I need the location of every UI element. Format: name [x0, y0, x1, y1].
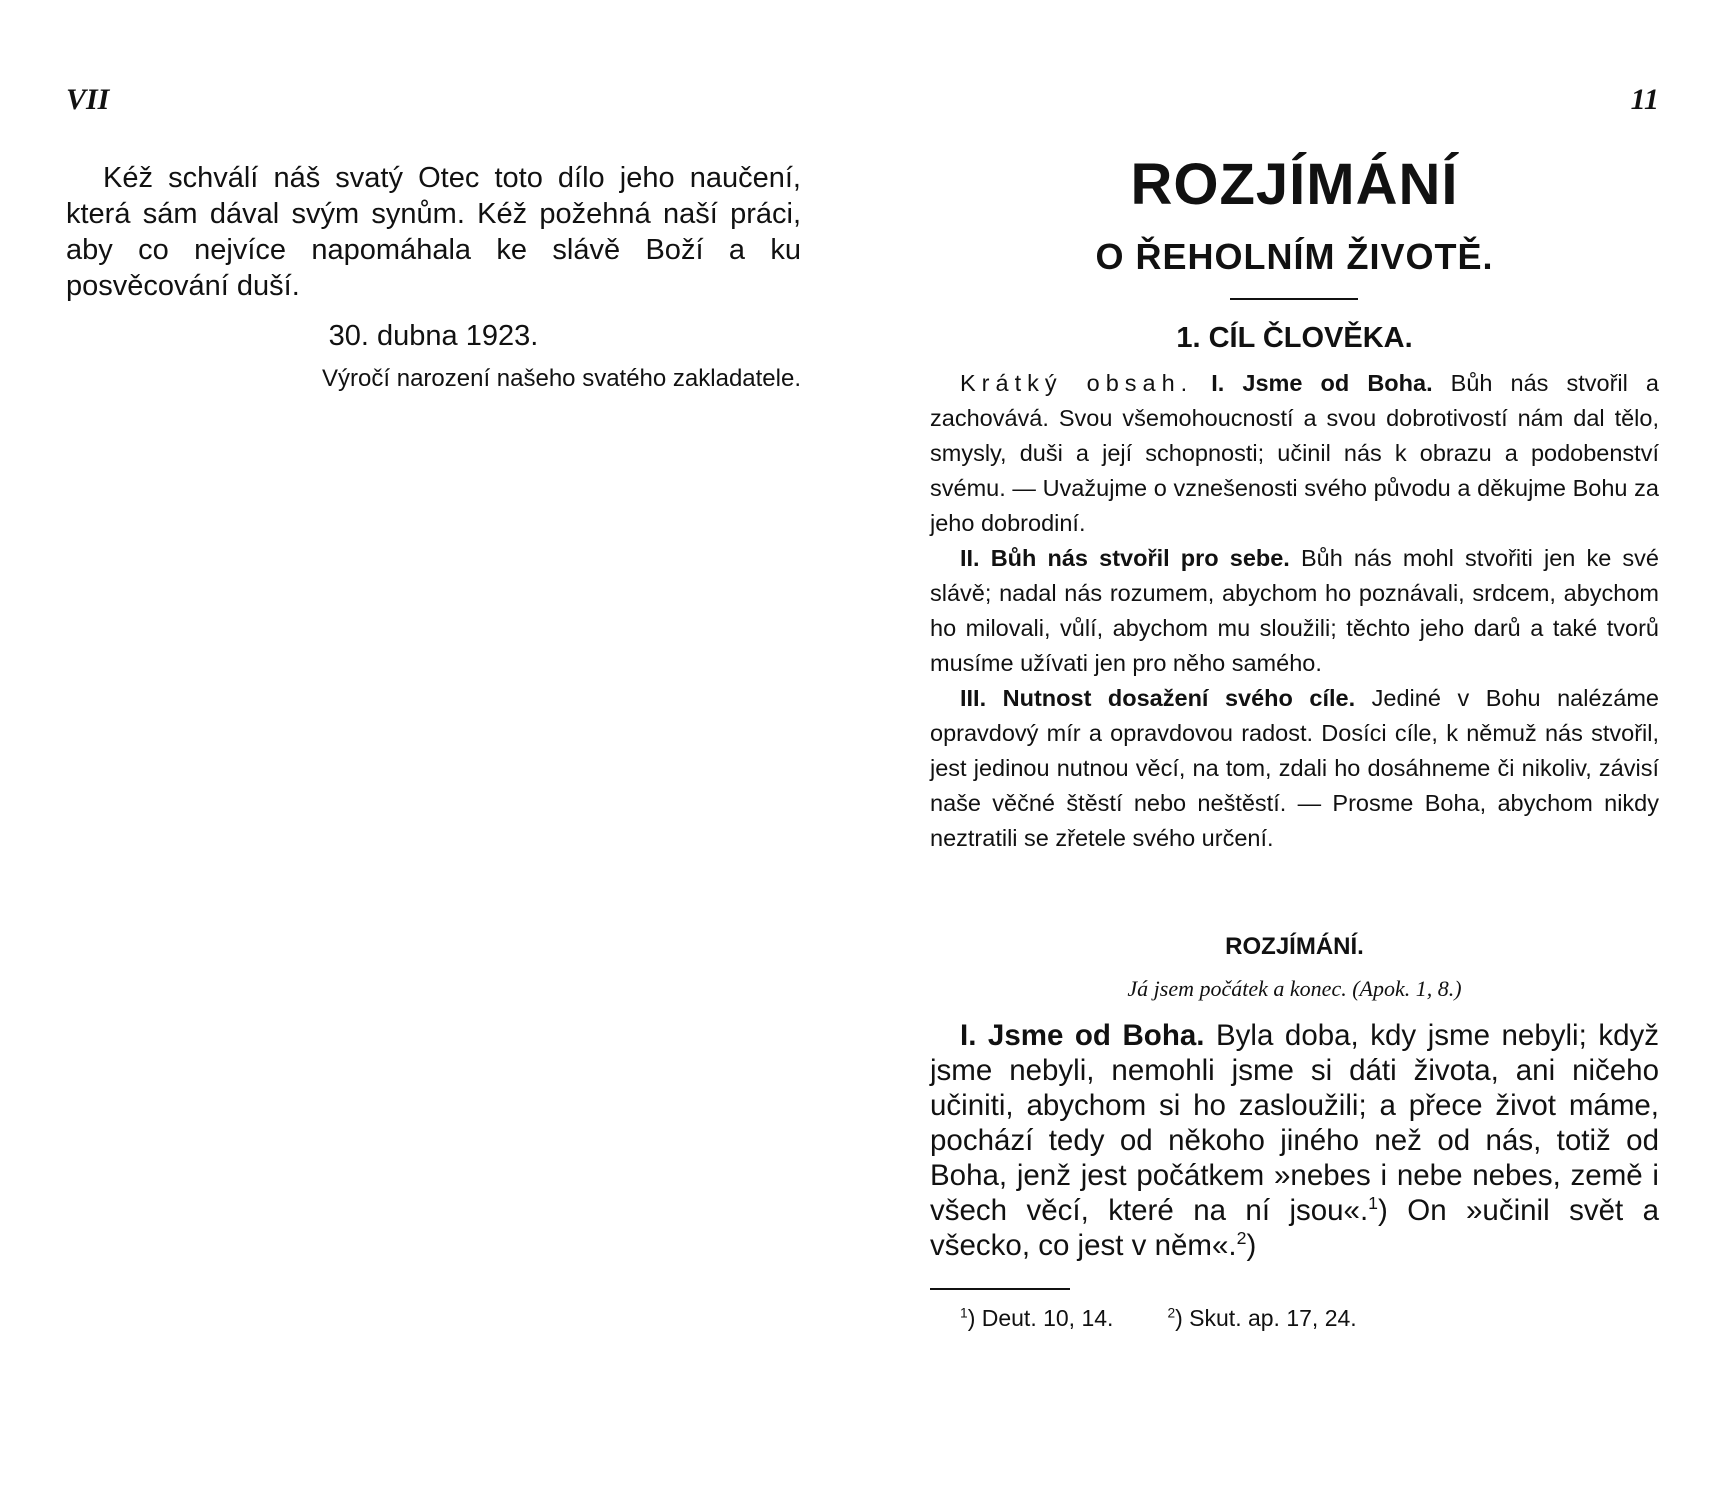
footnote-divider: [930, 1288, 1070, 1290]
summary-point-3: [930, 681, 1659, 856]
summary-point-1: [930, 366, 1659, 541]
footnotes: [960, 1302, 1357, 1334]
section-heading: ROZJÍMÁNÍ.: [1225, 933, 1364, 960]
main-text-part-1: Byla doba, kdy jsme nebyli; když jsme nebyli, nemohli jsme si dáti života, ani ničeho učiniti, abychom si ho zasloužili; a přece život máme, pochází tedy od někoho jiného než od nás, totiž od Boha, jenž jest počátkem »nebes i nebe nebes, země i všech věcí, které na ní jsou«.: [930, 1019, 1659, 1227]
main-text-part-3: ): [1246, 1229, 1257, 1262]
sub-title: O ŘEHOLNÍM ŽIVOTĚ.: [1095, 236, 1494, 277]
date-caption: Výročí narození našeho svatého zakladatele.: [322, 365, 801, 392]
main-title: ROZJÍMÁNÍ: [1130, 152, 1459, 217]
page-number-right: 11: [1630, 83, 1659, 116]
title-divider: [1230, 298, 1358, 300]
page-number-left: VII: [66, 83, 110, 116]
epigraph: Já jsem počátek a konec. (Apok. 1, 8.): [1127, 976, 1462, 1001]
footnote-2-text: ) Skut. ap. 17, 24.: [1175, 1305, 1357, 1331]
summary-label: Krátký obsah.: [960, 370, 1194, 396]
footnote-2: [1167, 1302, 1356, 1334]
main-text-part-2: ) On »učinil svět a všecko, co jest v něm«.: [930, 1194, 1659, 1262]
main-point-label: I. Jsme od Boha.: [960, 1019, 1205, 1052]
left-paragraph: Kéž schválí náš svatý Otec toto dílo jeho naučení, která sám dával svým synům. Kéž požehná naší práci, aby co nejvíce napomáhala ke slávě Boží a ku posvěcování duší.: [66, 162, 801, 302]
date-line: 30. dubna 1923.: [328, 320, 539, 352]
summary-block: [930, 366, 1659, 856]
summary-point-1-text: Bůh nás stvořil a zachovává. Svou všemohoucností a svou dobrotivostí nám dal tělo, smysly, duši a její schopnosti; učinil nás k obrazu a podobenství svému. — Uvažujme o vznešenosti svého původu a děkujme Bohu za jeho dobrodiní.: [930, 370, 1659, 536]
chapter-heading: 1. CÍL ČLOVĚKA.: [1176, 322, 1413, 354]
summary-point-3-text: Jediné v Bohu nalézáme opravdový mír a opravdovou radost. Dosíci cíle, k němuž nás stvořil, jest jedinou nutnou věcí, na tom, zdali ho dosáhneme či nikoliv, závisí naše věčné štěstí nebo neštěstí. — Prosme Boha, abychom nikdy neztratili se zřetele svého určení.: [930, 685, 1660, 851]
footnote-1: [960, 1302, 1113, 1334]
main-paragraph: [930, 1018, 1659, 1263]
summary-point-2-label: II. Bůh nás stvořil pro sebe.: [960, 545, 1290, 571]
footnote-1-text: ) Deut. 10, 14.: [967, 1305, 1114, 1331]
footnote-ref-1: 1: [1368, 1193, 1379, 1214]
summary-point-1-label: I. Jsme od Boha.: [1211, 370, 1433, 396]
summary-point-3-label: III. Nutnost dosažení svého cíle.: [960, 685, 1356, 711]
summary-point-2-text: Bůh nás mohl stvořiti jen ke své slávě; nadal nás rozumem, abychom ho poznávali, srdcem, abychom ho milovali, vůlí, abychom mu sloužili; těchto jeho darů a také tvorů musíme užívati jen pro něho samého.: [930, 545, 1659, 676]
summary-point-2: [930, 541, 1659, 681]
footnote-ref-2: 2: [1236, 1228, 1247, 1249]
footnote-1-marker: 1: [960, 1305, 968, 1321]
footnote-2-marker: 2: [1167, 1305, 1176, 1321]
